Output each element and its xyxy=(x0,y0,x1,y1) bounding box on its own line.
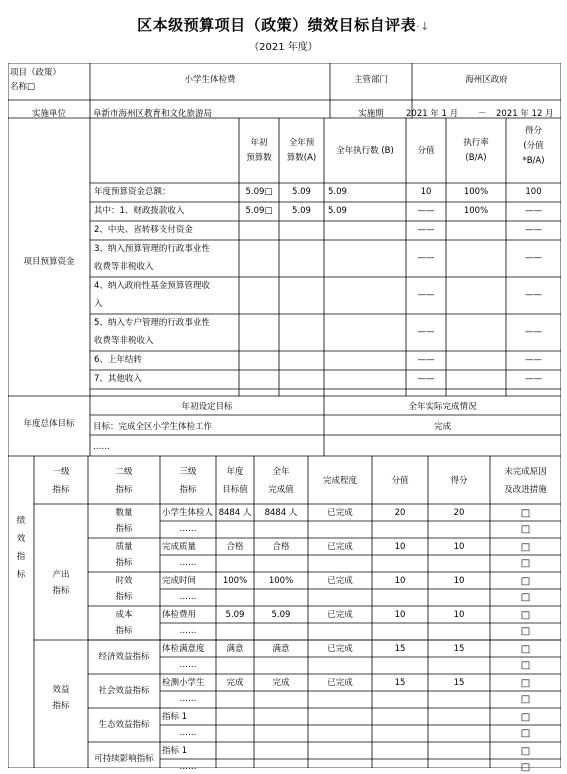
budget-row-label: 4、纳入政府性基金预算管理收 xyxy=(94,281,210,291)
budget-full-value: 5.09 xyxy=(292,187,311,197)
benefit-l3-value: 指标 1 xyxy=(162,746,188,756)
benefit-score-value: 15 xyxy=(394,644,406,654)
period-dash: － xyxy=(478,109,487,119)
benefit-target-value: 完成 xyxy=(226,678,244,688)
budget-row-label: 其中：1、财政拨款收入 xyxy=(94,206,185,216)
reason-checkbox: □ xyxy=(520,660,531,671)
period-start: 2021 年 1 月 xyxy=(406,109,459,119)
reason-checkbox: □ xyxy=(520,626,531,637)
benefit-score-value: 15 xyxy=(394,678,406,688)
output-actual-value: 合格 xyxy=(272,542,290,552)
output-l3-value: 体检费用 xyxy=(162,610,197,620)
col-exec: 全年执行数 (B) xyxy=(336,146,394,156)
reason-checkbox: □ xyxy=(520,558,531,569)
col-got-2: (分值 xyxy=(523,141,544,151)
benefit-actual-value: 完成 xyxy=(272,678,290,688)
budget-got-value: 100 xyxy=(525,187,542,197)
budget-exec-value: 5.09 xyxy=(328,187,347,197)
budget-rate-value: 100% xyxy=(463,206,489,216)
output-degree-value: 已完成 xyxy=(327,508,353,518)
output-target-value: 合格 xyxy=(226,542,244,552)
budget-row-label-2: 收费等非税收入 xyxy=(94,336,154,346)
planned-header: 年初设定目标 xyxy=(181,402,233,412)
budget-score-value: —— xyxy=(417,327,435,337)
reason-checkbox: □ xyxy=(520,694,531,705)
output-degree-value: 已完成 xyxy=(327,576,353,586)
output-l2-label-2: 指标 xyxy=(115,626,133,636)
reason-checkbox: □ xyxy=(520,524,531,535)
benefit-got-value: 15 xyxy=(453,678,465,688)
perf-section-char-1: 绩 xyxy=(16,516,26,526)
output-score-value: 10 xyxy=(394,542,406,552)
benefit-l3-value: 指标 1 xyxy=(162,712,188,722)
col-rate-1: 执行率 xyxy=(463,138,489,148)
perf-target-header-1: 年度 xyxy=(226,467,244,477)
col-got-1: 得分 xyxy=(524,126,542,136)
perf-reason-header-2: 及改进措施 xyxy=(504,485,547,495)
reason-checkbox: □ xyxy=(520,610,531,621)
dept-value: 海州区政府 xyxy=(465,75,508,85)
benefit-l3-value: 体检满意度 xyxy=(162,644,205,654)
reason-checkbox: □ xyxy=(520,712,531,723)
output-l3-value: 完成时间 xyxy=(162,576,197,586)
output-got-value: 10 xyxy=(453,610,465,620)
output-l3-more: …… xyxy=(179,524,197,534)
output-l2-label-1: 成本 xyxy=(115,610,133,620)
output-degree-value: 已完成 xyxy=(327,542,353,552)
col-got-3: *B/A) xyxy=(522,156,545,166)
page-subtitle: （2021 年度） xyxy=(249,42,318,53)
col-full-1: 全年预 xyxy=(288,138,315,148)
reason-checkbox: □ xyxy=(520,542,531,553)
budget-got-value: —— xyxy=(525,206,542,216)
reason-checkbox: □ xyxy=(520,762,531,773)
perf-section-char-3: 指 xyxy=(16,552,26,562)
output-l3-more: …… xyxy=(179,592,197,602)
perf-degree-header: 完成程度 xyxy=(322,476,357,486)
output-degree-value: 已完成 xyxy=(327,610,353,620)
budget-got-value: —— xyxy=(525,327,542,337)
benefit-l2-label: 生态效益指标 xyxy=(98,720,150,730)
benefit-l2-label: 社会效益指标 xyxy=(98,686,150,696)
perf-score-header: 分值 xyxy=(391,476,409,486)
benefit-l3-more: …… xyxy=(179,694,197,704)
project-name-value: 小学生体检费 xyxy=(184,75,236,85)
output-l3-value: 完成质量 xyxy=(162,542,197,552)
col-initial-1: 年初 xyxy=(250,138,268,148)
output-l2-label-1: 时效 xyxy=(115,576,133,586)
perf-section-char-4: 标 xyxy=(16,570,26,580)
page-title: 区本级预算项目（政策）绩效目标自评表·↓ xyxy=(137,16,430,34)
budget-score-value: —— xyxy=(417,355,435,365)
output-label-2: 指标 xyxy=(52,586,70,596)
col-initial-2: 预算数 xyxy=(246,153,272,163)
output-l3-more: …… xyxy=(179,558,197,568)
output-target-value: 5.09 xyxy=(225,610,245,620)
output-target-value: 100% xyxy=(222,576,248,586)
output-actual-value: 5.09 xyxy=(271,610,291,620)
budget-exec-value: 5.09 xyxy=(328,206,347,216)
dept-label: 主管部门 xyxy=(353,75,388,85)
perf-l3-header-1: 三级 xyxy=(179,467,197,477)
output-target-value: 8484 人 xyxy=(218,508,252,518)
budget-score-value: 10 xyxy=(420,187,432,197)
actual-header: 全年实际完成情况 xyxy=(408,402,477,412)
output-actual-value: 8484 人 xyxy=(264,508,298,518)
period-label: 实施期 xyxy=(358,109,384,119)
perf-l3-header-2: 指标 xyxy=(179,485,197,495)
benefit-label-1: 效益 xyxy=(52,685,70,695)
budget-section-label: 项目预算资金 xyxy=(23,257,75,267)
benefit-l3-value: 检测小学生 xyxy=(162,678,205,688)
benefit-target-value: 满意 xyxy=(226,644,244,654)
col-rate-2: (B/A) xyxy=(465,153,487,163)
output-got-value: 10 xyxy=(453,576,465,586)
project-name-label-2: 名称□ xyxy=(10,82,36,92)
output-l2-label-1: 数量 xyxy=(115,508,133,518)
budget-row-label: 年度预算资金总额： xyxy=(94,187,171,197)
annual-section-label: 年度总体目标 xyxy=(23,419,75,429)
benefit-l2-label: 可持续影响指标 xyxy=(94,754,154,764)
budget-got-value: —— xyxy=(525,253,542,263)
perf-l2-header-2: 指标 xyxy=(115,485,133,495)
output-score-value: 20 xyxy=(394,508,406,518)
unit-value: 阜新市海州区教育和文化旅游局 xyxy=(93,109,213,119)
budget-row-label: 3、纳入预算管理的行政事业性 xyxy=(94,244,210,254)
col-score: 分值 xyxy=(417,146,435,156)
output-l2-label-2: 指标 xyxy=(115,524,133,534)
budget-rate-value: 100% xyxy=(463,187,489,197)
budget-row-label: 2、中央、省转移支付资金 xyxy=(94,225,193,235)
budget-got-value: —— xyxy=(525,225,542,235)
budget-full-value: 5.09 xyxy=(292,206,311,216)
benefit-label-2: 指标 xyxy=(52,701,70,711)
period-end: 2021 年 12 月 xyxy=(496,109,554,119)
benefit-got-value: 15 xyxy=(453,644,465,654)
output-l2-label-1: 质量 xyxy=(115,542,133,552)
budget-got-value: —— xyxy=(525,290,542,300)
benefit-l3-more: …… xyxy=(179,728,197,738)
output-l3-more: …… xyxy=(179,626,197,636)
budget-initial-value: 5.09□ xyxy=(245,187,273,197)
reason-checkbox: □ xyxy=(520,678,531,689)
budget-row-label-2: 收费等非税收入 xyxy=(94,262,154,272)
reason-checkbox: □ xyxy=(520,576,531,587)
budget-row-label: 6、上年结转 xyxy=(94,355,142,365)
benefit-degree-value: 已完成 xyxy=(327,678,353,688)
budget-got-value: —— xyxy=(525,374,542,384)
benefit-degree-value: 已完成 xyxy=(327,644,353,654)
perf-l1-header-2: 指标 xyxy=(52,485,70,495)
actual-goal: 完成 xyxy=(433,422,451,432)
planned-goal: 目标：完成全区小学生体检工作 xyxy=(93,422,213,432)
perf-actual-header-1: 全年 xyxy=(272,467,290,477)
col-full-2: 算数(A) xyxy=(286,153,317,163)
perf-reason-header-1: 未完成原因 xyxy=(504,467,547,477)
output-l3-value: 小学生体检人 xyxy=(162,508,214,518)
perf-actual-header-2: 完成值 xyxy=(268,485,294,495)
budget-row-label: 5、纳入专户管理的行政事业性 xyxy=(94,318,210,328)
budget-got-value: —— xyxy=(525,355,542,365)
perf-l2-header-1: 二级 xyxy=(115,467,133,477)
project-name-label: 项目（政策） xyxy=(10,68,62,78)
perf-target-header-2: 目标值 xyxy=(222,485,248,495)
budget-score-value: —— xyxy=(417,206,435,216)
output-got-value: 10 xyxy=(453,542,465,552)
unit-label: 实施单位 xyxy=(31,109,66,119)
benefit-actual-value: 满意 xyxy=(272,644,290,654)
output-got-value: 20 xyxy=(453,508,465,518)
perf-section-char-2: 效 xyxy=(16,534,26,544)
benefit-l3-more: …… xyxy=(179,762,197,772)
output-l2-label-2: 指标 xyxy=(115,592,133,602)
reason-checkbox: □ xyxy=(520,746,531,757)
output-label-1: 产出 xyxy=(52,570,70,580)
reason-checkbox: □ xyxy=(520,644,531,655)
budget-row-label-2: 入 xyxy=(94,299,103,309)
planned-more: …… xyxy=(93,442,110,452)
reason-checkbox: □ xyxy=(520,728,531,739)
benefit-l3-more: …… xyxy=(179,660,197,670)
output-score-value: 10 xyxy=(394,610,406,620)
reason-checkbox: □ xyxy=(520,592,531,603)
benefit-l2-label: 经济效益指标 xyxy=(98,652,150,662)
perf-l1-header-1: 一级 xyxy=(52,467,70,477)
paragraph-mark: ·↓ xyxy=(416,20,430,33)
output-actual-value: 100% xyxy=(268,576,294,586)
reason-checkbox: □ xyxy=(520,508,531,519)
output-l2-label-2: 指标 xyxy=(115,558,133,568)
budget-score-value: —— xyxy=(417,374,435,384)
budget-score-value: —— xyxy=(417,225,435,235)
budget-initial-value: 5.09□ xyxy=(245,206,273,216)
budget-score-value: —— xyxy=(417,253,435,263)
budget-row-label: 7、其他收入 xyxy=(94,374,142,384)
output-score-value: 10 xyxy=(394,576,406,586)
budget-score-value: —— xyxy=(417,290,435,300)
perf-got-header: 得分 xyxy=(450,476,468,486)
